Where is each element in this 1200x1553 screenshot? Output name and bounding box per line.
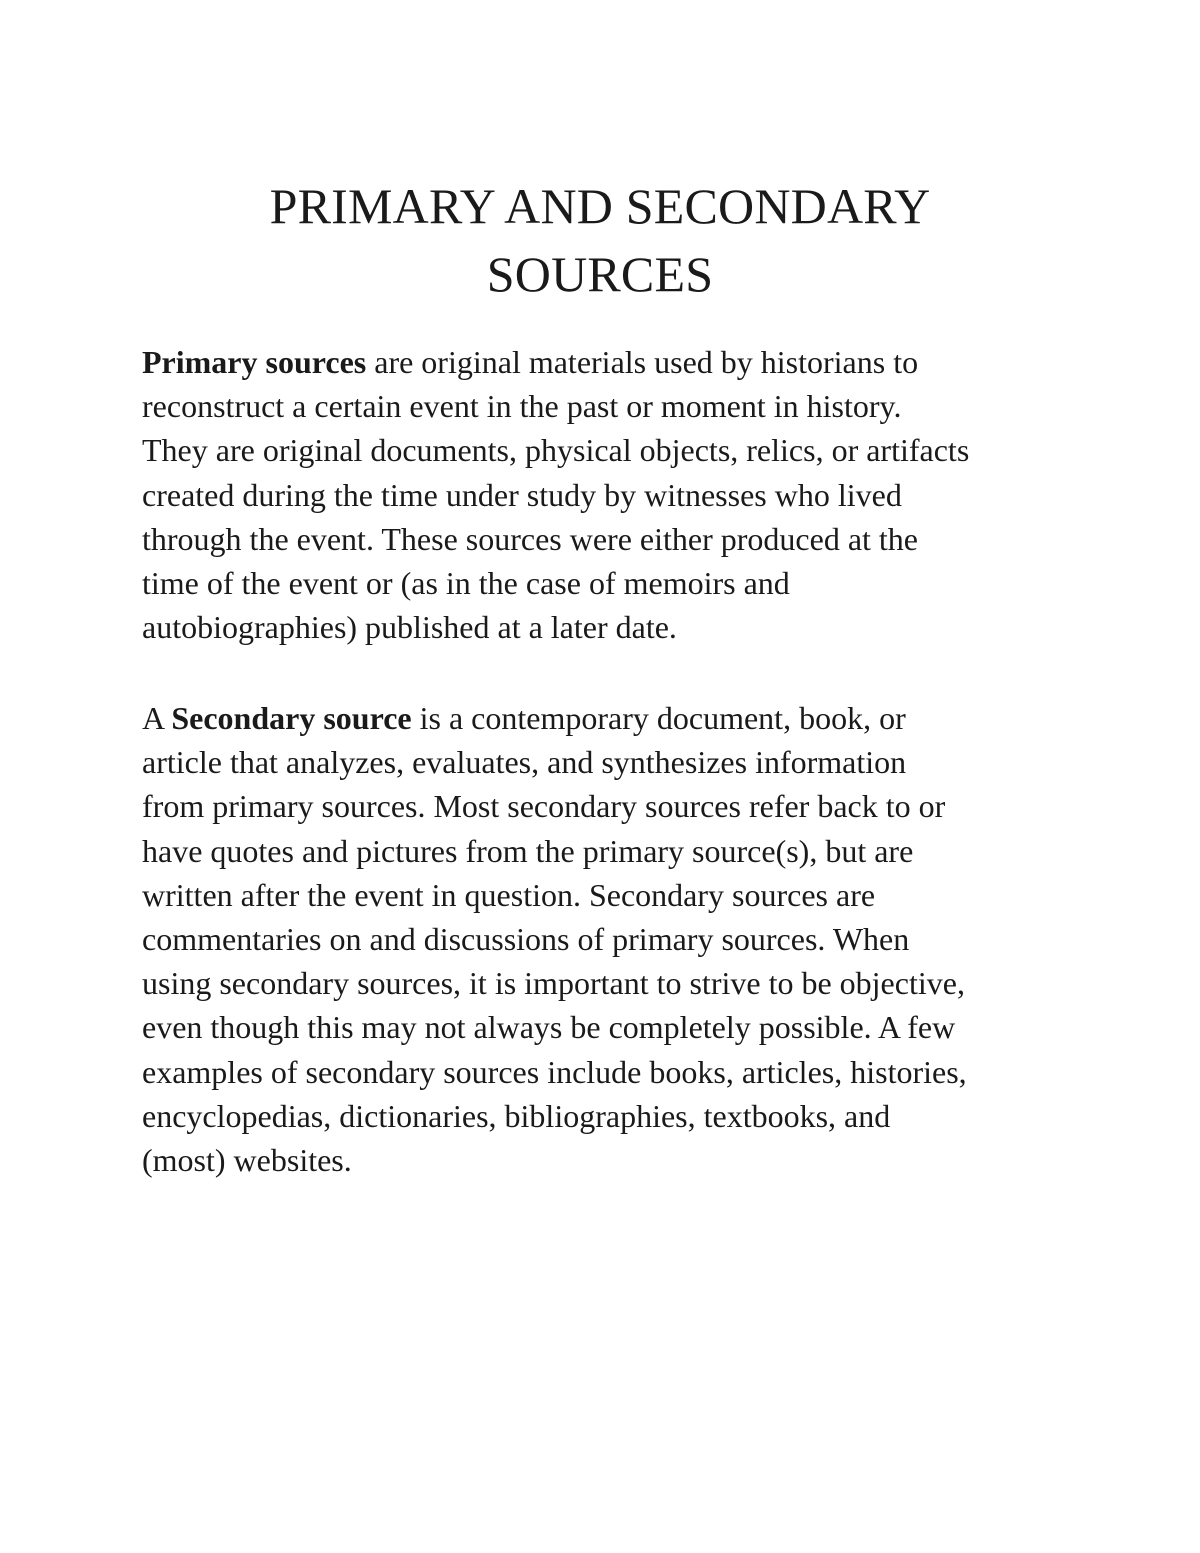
paragraph-line: through the event. These sources were either produced at the [142,520,918,557]
paragraph-line [142,696,1082,740]
paragraph-line: encyclopedias, dictionaries, bibliographies, textbooks, and [142,1097,891,1134]
paragraph-line: have quotes and pictures from the primary source(s), but are [142,832,914,869]
paragraph-line: commentaries on and discussions of primary sources. When [142,921,910,958]
primary-sources-paragraph [142,340,1082,649]
paragraph-line: using secondary sources, it is important to strive to be objective, [142,965,965,1002]
paragraph-line: from primary sources. Most secondary sources refer back to or [142,788,946,825]
paragraph-line: They are original documents, physical objects, relics, or artifacts [142,432,970,469]
paragraph-line: written after the event in question. Secondary sources are [142,876,876,913]
paragraph-line: examples of secondary sources include books, articles, histories, [142,1053,967,1090]
title-line: PRIMARY AND SECONDARY [269,178,931,234]
paragraph-line: reconstruct a certain event in the past or moment in history. [142,388,902,425]
paragraph-line: autobiographies) published at a later date. [142,609,677,646]
paragraph-text: is a contemporary document, book, or [411,700,906,736]
paragraph-line [142,340,1082,384]
title-line: SOURCES [486,246,714,302]
secondary-source-paragraph [142,696,1082,1182]
paragraph-line: time of the event or (as in the case of memoirs and [142,565,790,602]
paragraph-lead: A [142,700,172,736]
document-title [0,172,1200,308]
paragraph-line: created during the time under study by witnesses who lived [142,476,902,513]
paragraph-line: (most) websites. [142,1142,352,1179]
paragraph-line: even though this may not always be completely possible. A few [142,1009,956,1046]
secondary-source-term: Secondary source [171,700,412,736]
paragraph-text: are original materials used by historians to [366,344,919,380]
paragraph-line: article that analyzes, evaluates, and synthesizes information [142,744,907,781]
primary-sources-term: Primary sources [142,344,367,380]
